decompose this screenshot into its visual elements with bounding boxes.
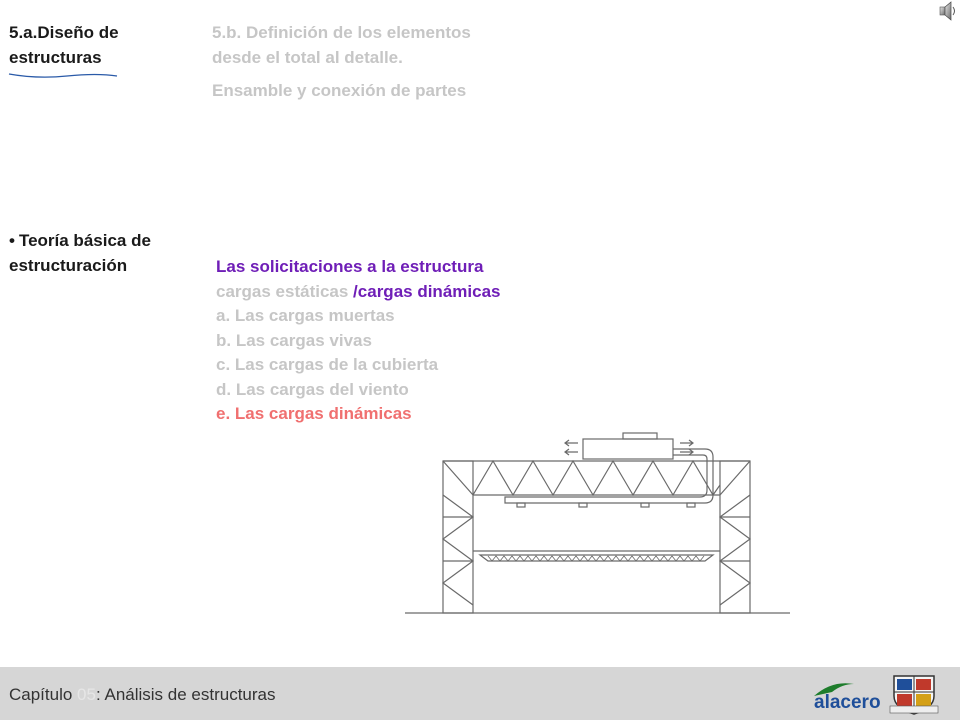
bullet-theory (9, 228, 151, 278)
bullet-dot: • (9, 231, 15, 250)
loads-heading: Las solicitaciones a la estructura (216, 257, 484, 276)
university-shield-logo (888, 672, 940, 716)
svg-text:alacero: alacero (814, 692, 881, 713)
dynamic-loads-label: cargas dinámicas (357, 281, 501, 301)
footer-prefix: Capítulo (9, 685, 78, 704)
footer-chapter-number: 05 (77, 685, 96, 704)
loads-item-b: b. Las cargas vivas (216, 330, 372, 350)
right-arrow-icon (680, 440, 693, 446)
truss-web (473, 461, 720, 495)
left-column-bracing (443, 495, 473, 605)
footer-chapter-title (9, 684, 276, 706)
equipment-unit (583, 439, 673, 459)
theory-line1: Teoría básica de (18, 231, 151, 250)
section-title-5a (9, 20, 119, 70)
loads-list (216, 255, 500, 427)
loads-separator: / (353, 281, 358, 301)
section-title-5b-subtitle: Ensamble y conexión de partes (212, 81, 467, 100)
loads-item-c: c. Las cargas de la cubierta (216, 355, 439, 374)
footer-suffix: : Análisis de estructuras (95, 685, 276, 704)
section-title-5b (212, 20, 471, 70)
left-column (443, 461, 473, 613)
loads-item-a: a. Las cargas muertas (216, 306, 395, 325)
theory-line2: estructuración (9, 256, 128, 275)
truss-structure-diagram (400, 425, 795, 620)
section-title-5b-line1: 5.b. Definición de los elementos (212, 23, 471, 42)
right-column-bracing (720, 495, 750, 605)
section-title-5a-line2: estructuras (9, 48, 102, 67)
left-arrow-icon (565, 440, 578, 446)
speaker-icon[interactable] (934, 0, 960, 22)
loads-item-e: e. Las cargas dinámicas (216, 404, 412, 423)
handwritten-underline (7, 70, 119, 80)
section-title-5b-line2: desde el total al detalle. (212, 48, 403, 67)
alacero-logo (812, 676, 884, 714)
static-loads-label: cargas estáticas (216, 281, 354, 301)
section-title-5a-line1: 5.a.Diseño de (9, 23, 119, 42)
right-column (720, 461, 750, 613)
loads-item-d: d. Las cargas del viento (216, 379, 409, 399)
loads-type-line (216, 280, 500, 305)
